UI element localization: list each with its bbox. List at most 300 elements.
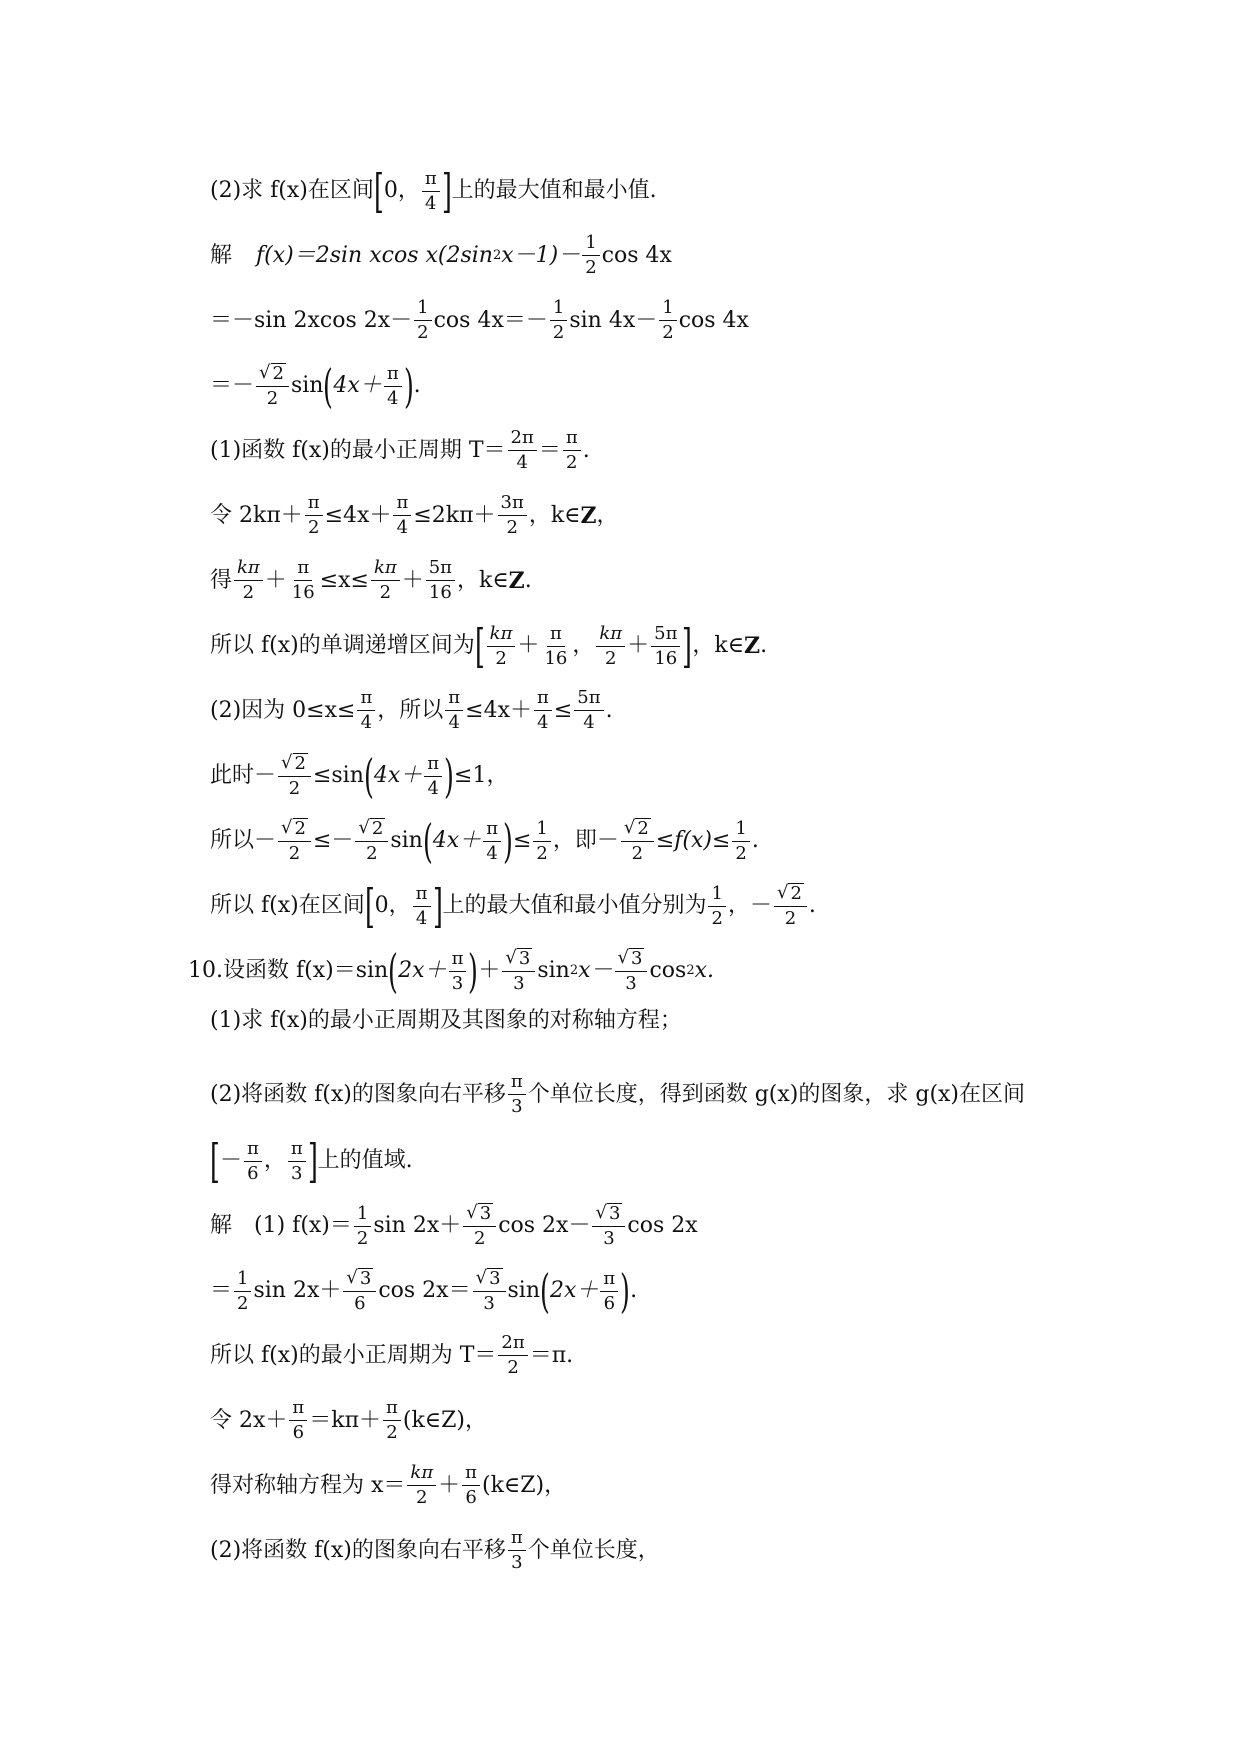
text: . — [605, 697, 613, 723]
text: (1)函数 f(x)的最小正周期 T＝ — [210, 437, 506, 463]
sqrt-sign: √ — [358, 817, 370, 838]
den: 16 — [654, 647, 678, 669]
fraction — [256, 363, 289, 409]
line-increasing — [210, 619, 768, 673]
sqrt — [505, 948, 532, 969]
sqrt — [259, 363, 286, 384]
text: ，－ — [727, 893, 772, 918]
den: 2 — [473, 1228, 486, 1249]
radicand: 2 — [637, 818, 649, 839]
num: π — [393, 493, 411, 516]
text: 0， — [383, 178, 420, 203]
den: 4 — [425, 192, 437, 214]
fraction — [305, 493, 323, 538]
den: 2 — [237, 1292, 249, 1314]
text: cos 2x－ — [498, 1213, 591, 1238]
num — [592, 1203, 625, 1227]
text: 令 2kπ＋ — [210, 502, 303, 528]
text: cos 4x — [601, 242, 672, 268]
text: sin 4x－ — [569, 307, 658, 333]
fraction — [541, 624, 570, 669]
den: 6 — [292, 1422, 305, 1443]
text: (1)求 f(x)的最小正周期及其图象的对称轴方程； — [210, 1008, 682, 1033]
sqrt-sign: √ — [776, 882, 789, 903]
text: 所以－ — [210, 828, 277, 853]
num: π — [288, 1139, 306, 1162]
den: 16 — [428, 582, 452, 603]
num: 1 — [234, 1269, 251, 1292]
den: 4 — [360, 712, 373, 733]
fraction — [498, 1333, 527, 1378]
num: kπ — [596, 624, 625, 647]
fraction — [289, 558, 318, 603]
sqrt-sign: √ — [617, 947, 629, 968]
fraction — [424, 754, 442, 799]
num: 1 — [414, 298, 431, 321]
sqrt-sign: √ — [259, 362, 271, 383]
num: π — [547, 624, 565, 647]
bracket: [ — [364, 879, 375, 933]
fraction — [384, 364, 402, 409]
num: 1 — [533, 819, 550, 842]
text: ， — [596, 502, 619, 528]
num: 1 — [550, 298, 567, 321]
text: Z — [744, 633, 761, 659]
bracket: ] — [441, 164, 452, 218]
text: (2)因为 0≤x≤ — [210, 697, 356, 723]
fraction — [534, 688, 552, 733]
num: π — [424, 754, 442, 777]
line-q10: 10.设函数 f(x)＝sin ( 2x＋ $\frac{\pi}{3}$ ) ＋ √ 3 3 sin 2 x－ √ 3 3 cos 2 x. — [188, 944, 714, 998]
text: ＋ — [517, 633, 540, 658]
fraction — [289, 1398, 307, 1443]
num — [278, 818, 311, 842]
radicand: 3 — [518, 948, 531, 969]
text: cos 4x — [678, 307, 749, 333]
text: 4x＋ — [432, 828, 482, 853]
text: cos — [649, 958, 687, 983]
paren: ) — [444, 749, 455, 803]
line-sol10-period — [210, 1333, 573, 1378]
den: 4 — [537, 712, 549, 733]
text: ＋ — [438, 1472, 461, 1498]
fraction — [355, 818, 388, 864]
sqrt — [618, 948, 645, 969]
text: (k∈Z)， — [482, 1472, 567, 1498]
fraction — [483, 819, 501, 864]
fraction — [508, 1528, 526, 1573]
text: 所以 f(x)的单调递增区间为 — [210, 633, 475, 658]
line-solution-1: 解 f(x)＝2sin xcos x(2sin 2 x－1)－ $\frac{1}{2}$ cos 4x — [210, 232, 672, 278]
num: π — [445, 688, 463, 711]
sqrt — [777, 883, 804, 904]
line-sol10-shift — [210, 1528, 660, 1573]
text: ，k∈ — [692, 633, 744, 658]
text: (2)求 f(x)在区间 — [210, 178, 374, 203]
fraction — [371, 558, 400, 603]
text: 得对称轴方程为 x＝ — [210, 1472, 406, 1498]
den: 2 — [288, 843, 301, 864]
num: π — [413, 884, 431, 907]
den: 2 — [566, 452, 578, 473]
fraction — [550, 298, 567, 343]
text: 解 — [210, 242, 233, 268]
num: π — [422, 169, 440, 192]
text: ＋ — [401, 567, 424, 593]
den: 2 — [735, 842, 747, 864]
num: 1 — [582, 233, 599, 256]
den: 2 — [631, 843, 644, 864]
num: π — [289, 1398, 307, 1421]
text: ≤f(x)≤ — [655, 828, 731, 853]
num: 1 — [354, 1204, 371, 1227]
den: 2 — [605, 647, 617, 669]
den: 3 — [451, 972, 464, 994]
den: 3 — [511, 1552, 523, 1573]
fraction — [592, 1203, 625, 1249]
text: sin — [537, 958, 570, 983]
text: 个单位长度， — [527, 1537, 660, 1563]
radicand: 2 — [371, 818, 384, 839]
num: π — [534, 688, 552, 711]
fraction — [774, 883, 807, 929]
sqrt-sign: √ — [475, 1267, 488, 1288]
sqrt-sign: √ — [281, 817, 293, 838]
text: (2)将函数 f(x)的图象向右平移 — [210, 1537, 506, 1563]
radicand: 3 — [479, 1203, 492, 1224]
text: x－ — [578, 958, 613, 983]
fraction — [473, 1268, 506, 1314]
text: ，k∈ — [457, 567, 509, 593]
text: sin — [390, 828, 423, 853]
num: 1 — [708, 884, 725, 907]
text: . — [413, 373, 421, 398]
text: sin 2x＋ — [253, 1278, 342, 1303]
text: － — [219, 1148, 242, 1173]
bracket: ] — [432, 879, 443, 933]
line-cishi — [210, 749, 509, 803]
den: 6 — [247, 1162, 259, 1184]
text: cos 4x＝－ — [433, 307, 548, 333]
sqrt — [281, 753, 308, 774]
text: ≤－ — [312, 828, 354, 853]
text: . — [582, 437, 590, 463]
paren: ) — [503, 814, 513, 868]
text: ， — [572, 633, 595, 658]
text: ＋ — [627, 633, 650, 658]
fraction — [463, 1203, 496, 1249]
line-q2 — [210, 164, 657, 218]
fraction — [621, 818, 654, 864]
num: π — [600, 1269, 618, 1292]
bracket: [ — [373, 164, 384, 218]
text: f(x)＝2sin xcos x(2sin — [256, 242, 493, 268]
fraction — [615, 948, 648, 994]
fraction — [659, 298, 676, 343]
fraction — [426, 558, 455, 603]
line-q10-1 — [210, 1006, 682, 1036]
line-de — [210, 558, 532, 603]
line-solution-3 — [210, 359, 421, 413]
text: cos 2x＝ — [378, 1278, 471, 1303]
paren: ( — [540, 1264, 550, 1318]
text: ≤4x＋ — [324, 502, 392, 528]
den: 3 — [603, 1228, 615, 1249]
text: Z — [580, 502, 597, 529]
num — [615, 948, 648, 972]
text: 上的值域. — [317, 1148, 413, 1173]
bracket: [ — [210, 1134, 220, 1188]
paren: ( — [422, 814, 433, 868]
radicand: 2 — [294, 753, 306, 774]
den: 16 — [291, 582, 315, 603]
fraction — [413, 884, 431, 929]
fraction — [422, 169, 440, 214]
den: 2 — [662, 322, 674, 343]
text: sin — [331, 763, 364, 788]
sqrt — [346, 1268, 373, 1289]
text: ＝ — [210, 1278, 233, 1303]
num — [355, 818, 388, 842]
text: 令 2x＋ — [210, 1407, 288, 1433]
num: 1 — [659, 298, 676, 321]
line-q10-2 — [210, 1072, 1025, 1117]
text: 10.设函数 f(x)＝sin — [188, 958, 389, 983]
num: π — [305, 493, 323, 516]
text: ＝kπ＋ — [309, 1407, 382, 1433]
fraction — [357, 688, 375, 733]
num: 2π — [498, 1333, 527, 1356]
num — [343, 1268, 376, 1292]
fraction — [596, 624, 625, 669]
text: cos 2x — [627, 1213, 698, 1238]
paren: ) — [403, 359, 414, 413]
text: 4x＋ — [333, 373, 382, 398]
line-period — [210, 428, 590, 473]
text: ＋ — [478, 958, 501, 983]
text: 解 — [210, 1213, 233, 1238]
fraction — [343, 1268, 376, 1314]
den: 16 — [544, 647, 568, 669]
paren: ) — [468, 944, 479, 998]
radicand: 2 — [272, 363, 284, 384]
num: 2π — [508, 428, 537, 451]
text: . — [630, 1278, 638, 1303]
text: ， — [263, 1148, 286, 1173]
num: 5π — [426, 558, 455, 581]
text: (k∈Z)， — [402, 1407, 487, 1433]
line-q10-2c — [210, 1134, 413, 1188]
fraction — [502, 948, 535, 994]
den: 2 — [242, 582, 255, 603]
den: 2 — [417, 322, 429, 343]
num: π — [462, 1463, 480, 1486]
num — [473, 1268, 506, 1292]
text: 所以 f(x)在区间 — [210, 893, 365, 918]
text: ，即－ — [552, 828, 619, 853]
text: x－1)－ — [501, 242, 581, 268]
text: 此时－ — [210, 763, 277, 788]
den: 2 — [366, 843, 378, 864]
radicand: 2 — [790, 883, 802, 904]
text: 上的最大值和最小值分别为 — [442, 893, 707, 918]
text: ≤ — [312, 763, 332, 788]
num: π — [294, 558, 312, 581]
den: 3 — [483, 1293, 495, 1314]
fraction — [487, 624, 516, 669]
fraction — [574, 688, 603, 733]
fraction — [449, 949, 467, 994]
fraction — [244, 1139, 262, 1184]
den: 2 — [379, 582, 392, 603]
text: 个单位长度，得到函数 g(x)的图象，求 g(x)在区间 — [527, 1081, 1026, 1107]
radicand: 3 — [631, 948, 643, 969]
fraction — [600, 1269, 618, 1314]
line-because — [210, 688, 613, 733]
text: ≤4x＋ — [465, 697, 532, 723]
bracket: ] — [307, 1134, 318, 1188]
num: π — [483, 819, 501, 842]
paren: ( — [323, 359, 334, 413]
num — [463, 1203, 496, 1227]
sqrt-sign: √ — [466, 1202, 478, 1223]
text: 0， — [374, 893, 411, 918]
num: kπ — [487, 624, 516, 647]
num: kπ — [371, 558, 400, 581]
den: 2 — [784, 908, 797, 929]
den: 2 — [386, 1422, 398, 1443]
num: π — [357, 688, 375, 711]
fraction — [234, 558, 263, 603]
num — [502, 948, 535, 972]
num: π — [508, 1528, 526, 1551]
text: Z — [508, 567, 525, 594]
den: 4 — [415, 907, 428, 929]
line-maxmin — [210, 879, 816, 933]
fraction — [278, 753, 311, 799]
radicand: 3 — [489, 1268, 501, 1289]
fraction — [354, 1204, 371, 1249]
fraction — [708, 884, 725, 929]
text: ≤1， — [454, 763, 509, 788]
den: 2 — [356, 1227, 369, 1249]
den: 6 — [354, 1293, 366, 1314]
text: 2x＋ — [398, 958, 447, 983]
num: 5π — [651, 624, 680, 647]
den: 6 — [465, 1487, 477, 1508]
num: π — [563, 428, 581, 451]
fraction — [563, 428, 581, 473]
line-ling — [210, 493, 619, 538]
sqrt — [358, 818, 385, 839]
text: ＝－ — [210, 373, 255, 398]
paren: ( — [363, 749, 374, 803]
num: π — [508, 1072, 526, 1095]
line-range — [210, 814, 759, 868]
den: 2 — [506, 517, 518, 538]
den: 2 — [536, 842, 548, 864]
fraction — [383, 1398, 401, 1443]
num: 3π — [498, 493, 527, 516]
den: 3 — [291, 1162, 303, 1184]
fraction — [582, 233, 599, 278]
num — [256, 363, 289, 387]
fraction — [407, 1463, 436, 1508]
sqrt — [624, 818, 651, 839]
den: 4 — [427, 777, 439, 799]
num — [774, 883, 807, 907]
num: 5π — [574, 688, 603, 711]
line-solution-2 — [210, 298, 749, 343]
den: 4 — [583, 712, 595, 733]
text: x. — [694, 958, 714, 983]
text: ≤2kπ＋ — [413, 502, 496, 528]
num: 1 — [732, 819, 749, 842]
den: 4 — [448, 712, 460, 733]
text: ≤ — [553, 697, 573, 723]
text: . — [760, 633, 768, 658]
text: 2x＋ — [549, 1278, 599, 1303]
fraction — [498, 493, 527, 538]
fraction — [533, 819, 550, 864]
text: ＝ — [538, 437, 561, 463]
paren: ( — [388, 944, 399, 998]
text: 所以 f(x)的最小正周期为 T＝ — [210, 1342, 497, 1368]
text: ＋ — [264, 567, 287, 593]
den: 2 — [552, 322, 565, 343]
sqrt — [281, 818, 308, 839]
den: 2 — [711, 907, 723, 929]
den: 2 — [507, 1357, 519, 1378]
text: sin 2x＋ — [373, 1213, 462, 1238]
text: ，k∈ — [528, 502, 581, 528]
den: 3 — [513, 973, 525, 994]
sqrt — [466, 1203, 493, 1224]
sqrt-sign: √ — [505, 947, 517, 968]
sqrt — [595, 1203, 622, 1224]
text: ，所以 — [377, 697, 444, 723]
den: 4 — [387, 387, 399, 409]
den: 2 — [495, 647, 507, 669]
fraction — [234, 1269, 251, 1314]
sqrt-sign: √ — [346, 1267, 358, 1288]
text: (1) f(x)＝ — [254, 1213, 352, 1238]
fraction — [414, 298, 431, 343]
num: π — [244, 1139, 262, 1162]
text: 上的最大值和最小值. — [451, 178, 657, 203]
line-sol10-axis — [210, 1463, 566, 1508]
den: 2 — [307, 517, 320, 538]
num — [278, 753, 311, 777]
fraction — [508, 1072, 526, 1117]
radicand: 3 — [608, 1203, 621, 1224]
num: kπ — [234, 558, 263, 581]
den: 4 — [516, 452, 528, 473]
fraction — [651, 624, 680, 669]
text: (2)将函数 f(x)的图象向右平移 — [210, 1081, 506, 1107]
sqrt — [476, 1268, 503, 1289]
num: kπ — [407, 1463, 436, 1486]
den: 3 — [625, 973, 637, 994]
text: sin — [290, 373, 324, 398]
fraction — [508, 428, 537, 473]
line-sol10-ling — [210, 1398, 487, 1443]
num: π — [383, 1398, 401, 1421]
fraction — [278, 818, 311, 864]
num — [621, 818, 654, 842]
den: 3 — [511, 1096, 523, 1117]
den: 6 — [603, 1292, 616, 1314]
